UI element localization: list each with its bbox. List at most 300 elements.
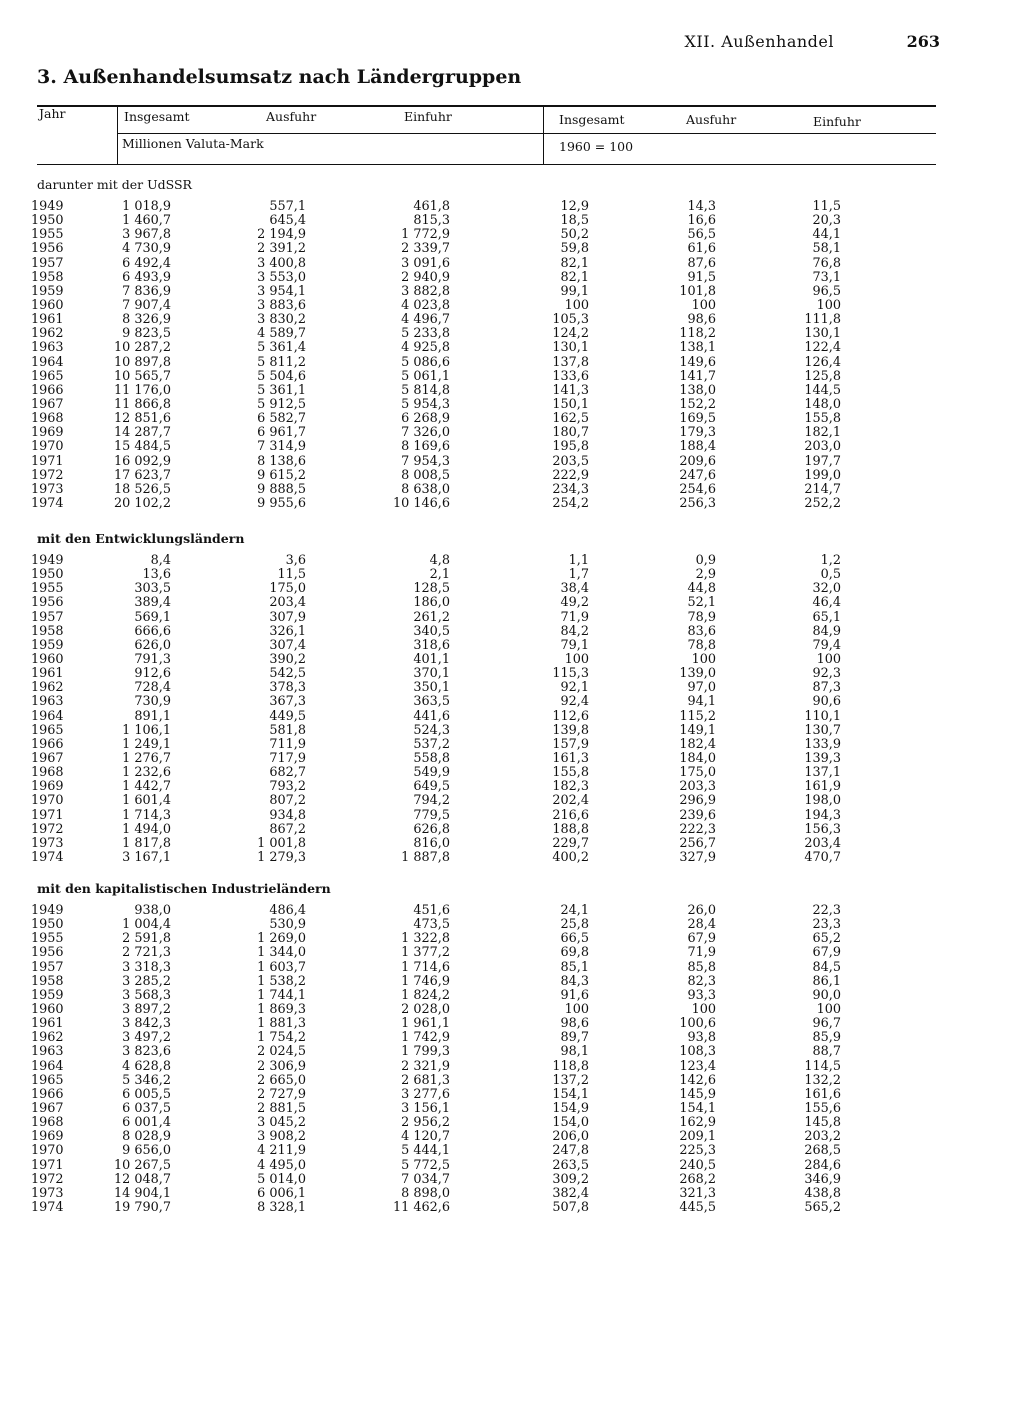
index-export-cell: 182,4 bbox=[679, 736, 716, 752]
total-cell: 3 842,3 bbox=[122, 1016, 171, 1032]
top-rule bbox=[37, 105, 936, 107]
import-cell: 2,1 bbox=[429, 567, 450, 583]
index-total-cell: 92,1 bbox=[560, 680, 589, 696]
index-import-cell: 11,5 bbox=[812, 199, 841, 214]
table-row bbox=[0, 710, 1024, 724]
index-import-cell: 88,7 bbox=[812, 1044, 841, 1060]
page-number: 263 bbox=[906, 32, 940, 51]
year-cell: 1973 bbox=[31, 835, 64, 851]
table-row bbox=[0, 412, 1024, 426]
total-cell: 4 628,8 bbox=[122, 1058, 171, 1074]
index-total-cell: 182,3 bbox=[552, 779, 589, 795]
import-cell: 1 772,9 bbox=[401, 227, 450, 243]
total-cell: 3 167,1 bbox=[122, 849, 171, 865]
year-cell: 1973 bbox=[31, 481, 64, 497]
index-import-cell: 65,1 bbox=[812, 609, 841, 625]
year-cell: 1956 bbox=[31, 595, 64, 611]
export-cell: 1 869,3 bbox=[257, 1001, 306, 1017]
index-import-cell: 67,9 bbox=[812, 945, 841, 961]
index-total-cell: 154,1 bbox=[552, 1086, 589, 1102]
index-export-cell: 256,7 bbox=[679, 835, 716, 851]
index-total-cell: 161,3 bbox=[552, 750, 589, 766]
export-cell: 6 961,7 bbox=[257, 425, 306, 441]
index-import-cell: 252,2 bbox=[804, 495, 841, 511]
table-row bbox=[0, 1102, 1024, 1116]
year-cell: 1970 bbox=[31, 439, 64, 455]
import-cell: 2 339,7 bbox=[401, 241, 450, 257]
total-cell: 1 460,7 bbox=[122, 213, 171, 229]
table-row bbox=[0, 242, 1024, 256]
export-cell: 5 811,2 bbox=[257, 354, 306, 370]
total-cell: 15 484,5 bbox=[114, 439, 171, 455]
import-cell: 2 321,9 bbox=[401, 1058, 450, 1074]
export-cell: 2 024,5 bbox=[257, 1044, 306, 1060]
index-total-cell: 99,1 bbox=[560, 283, 589, 299]
year-cell: 1962 bbox=[31, 1030, 64, 1046]
year-cell: 1949 bbox=[31, 903, 64, 918]
index-export-cell: 44,8 bbox=[687, 581, 716, 597]
column-divider bbox=[117, 107, 118, 164]
index-export-cell: 100,6 bbox=[679, 1016, 716, 1032]
import-cell: 350,1 bbox=[413, 680, 450, 696]
index-import-cell: 194,3 bbox=[804, 807, 841, 823]
index-import-cell: 100 bbox=[816, 297, 841, 313]
year-cell: 1956 bbox=[31, 945, 64, 961]
index-import-cell: 86,1 bbox=[812, 973, 841, 989]
year-cell: 1957 bbox=[31, 959, 64, 975]
export-cell: 5 912,5 bbox=[257, 396, 306, 412]
total-cell: 14 904,1 bbox=[114, 1185, 171, 1201]
export-cell: 8 138,6 bbox=[257, 453, 306, 469]
table-row bbox=[0, 1088, 1024, 1102]
index-export-cell: 141,7 bbox=[679, 368, 716, 384]
table-row bbox=[0, 639, 1024, 653]
index-total-cell: 118,8 bbox=[552, 1058, 589, 1074]
col-header-import: Einfuhr bbox=[404, 109, 452, 124]
year-cell: 1965 bbox=[31, 1072, 64, 1088]
total-cell: 13,6 bbox=[142, 567, 171, 583]
index-total-cell: 89,7 bbox=[560, 1030, 589, 1046]
export-cell: 3 883,6 bbox=[257, 297, 306, 313]
index-export-cell: 139,0 bbox=[679, 666, 716, 682]
table-row bbox=[0, 1187, 1024, 1201]
total-cell: 1 494,0 bbox=[122, 821, 171, 837]
export-cell: 449,5 bbox=[269, 708, 306, 724]
table-title: 3. Außenhandelsumsatz nach Ländergruppen bbox=[37, 66, 522, 88]
export-cell: 8 328,1 bbox=[257, 1199, 306, 1215]
index-total-cell: 85,1 bbox=[560, 959, 589, 975]
index-export-cell: 94,1 bbox=[687, 694, 716, 710]
year-cell: 1958 bbox=[31, 623, 64, 639]
year-cell: 1962 bbox=[31, 680, 64, 696]
index-import-cell: 76,8 bbox=[812, 255, 841, 271]
index-total-cell: 154,0 bbox=[552, 1115, 589, 1131]
import-cell: 4,8 bbox=[429, 553, 450, 568]
index-total-cell: 162,5 bbox=[552, 411, 589, 427]
export-cell: 5 504,6 bbox=[257, 368, 306, 384]
index-total-cell: 155,8 bbox=[552, 765, 589, 781]
table-row bbox=[0, 1201, 1024, 1215]
index-total-cell: 133,6 bbox=[552, 368, 589, 384]
running-head bbox=[0, 32, 1024, 56]
import-cell: 3 091,6 bbox=[401, 255, 450, 271]
table-row bbox=[0, 384, 1024, 398]
year-cell: 1971 bbox=[31, 1157, 64, 1173]
index-export-cell: 56,5 bbox=[687, 227, 716, 243]
import-cell: 261,2 bbox=[413, 609, 450, 625]
index-total-cell: 59,8 bbox=[560, 241, 589, 257]
index-export-cell: 97,0 bbox=[687, 680, 716, 696]
index-total-cell: 154,9 bbox=[552, 1100, 589, 1116]
index-export-cell: 115,2 bbox=[679, 708, 716, 724]
index-total-cell: 18,5 bbox=[560, 213, 589, 229]
index-total-cell: 115,3 bbox=[552, 666, 589, 682]
table-row bbox=[0, 1116, 1024, 1130]
export-cell: 1 279,3 bbox=[257, 849, 306, 865]
table-row bbox=[0, 455, 1024, 469]
export-cell: 717,9 bbox=[269, 750, 306, 766]
year-cell: 1960 bbox=[31, 651, 64, 667]
export-cell: 542,5 bbox=[269, 666, 306, 682]
index-export-cell: 100 bbox=[691, 297, 716, 313]
index-export-cell: 67,9 bbox=[687, 931, 716, 947]
export-cell: 867,2 bbox=[269, 821, 306, 837]
index-export-cell: 83,6 bbox=[687, 623, 716, 639]
year-cell: 1963 bbox=[31, 1044, 64, 1060]
index-import-cell: 203,0 bbox=[804, 439, 841, 455]
import-cell: 1 746,9 bbox=[401, 973, 450, 989]
import-cell: 461,8 bbox=[413, 199, 450, 214]
index-export-cell: 296,9 bbox=[679, 793, 716, 809]
total-cell: 569,1 bbox=[134, 609, 171, 625]
index-divider bbox=[543, 107, 544, 164]
year-cell: 1963 bbox=[31, 340, 64, 356]
export-cell: 2 665,0 bbox=[257, 1072, 306, 1088]
total-cell: 303,5 bbox=[134, 581, 171, 597]
index-total-cell: 100 bbox=[564, 1001, 589, 1017]
export-cell: 6 582,7 bbox=[257, 411, 306, 427]
total-cell: 1 276,7 bbox=[122, 750, 171, 766]
index-import-cell: 161,6 bbox=[804, 1086, 841, 1102]
year-cell: 1957 bbox=[31, 255, 64, 271]
table-row bbox=[0, 568, 1024, 582]
total-cell: 5 346,2 bbox=[122, 1072, 171, 1088]
index-import-cell: 44,1 bbox=[812, 227, 841, 243]
export-cell: 175,0 bbox=[269, 581, 306, 597]
total-cell: 3 285,2 bbox=[122, 973, 171, 989]
year-cell: 1974 bbox=[31, 849, 64, 865]
index-export-cell: 138,0 bbox=[679, 382, 716, 398]
index-total-cell: 206,0 bbox=[552, 1129, 589, 1145]
import-cell: 1 714,6 bbox=[401, 959, 450, 975]
total-cell: 730,9 bbox=[134, 694, 171, 710]
table-row bbox=[0, 426, 1024, 440]
table-row bbox=[0, 809, 1024, 823]
index-import-cell: 139,3 bbox=[804, 750, 841, 766]
table-row bbox=[0, 1173, 1024, 1187]
index-import-cell: 110,1 bbox=[804, 708, 841, 724]
index-export-cell: 123,4 bbox=[679, 1058, 716, 1074]
index-total-cell: 1,7 bbox=[568, 567, 589, 583]
import-cell: 626,8 bbox=[413, 821, 450, 837]
index-export-cell: 100 bbox=[691, 1001, 716, 1017]
import-cell: 4 023,8 bbox=[401, 297, 450, 313]
table-row bbox=[0, 200, 1024, 214]
total-cell: 2 591,8 bbox=[122, 931, 171, 947]
export-cell: 2 391,2 bbox=[257, 241, 306, 257]
index-total-cell: 195,8 bbox=[552, 439, 589, 455]
import-cell: 4 496,7 bbox=[401, 312, 450, 328]
total-cell: 3 497,2 bbox=[122, 1030, 171, 1046]
import-cell: 10 146,6 bbox=[393, 495, 450, 511]
import-cell: 7 954,3 bbox=[401, 453, 450, 469]
export-cell: 934,8 bbox=[269, 807, 306, 823]
year-cell: 1961 bbox=[31, 1016, 64, 1032]
col-header-year: Jahr bbox=[39, 106, 66, 121]
total-cell: 938,0 bbox=[134, 903, 171, 918]
year-cell: 1974 bbox=[31, 495, 64, 511]
export-cell: 1 269,0 bbox=[257, 931, 306, 947]
index-export-cell: 145,9 bbox=[679, 1086, 716, 1102]
section-rows-developing bbox=[0, 554, 1024, 865]
export-cell: 3 830,2 bbox=[257, 312, 306, 328]
index-export-cell: 85,8 bbox=[687, 959, 716, 975]
import-cell: 441,6 bbox=[413, 708, 450, 724]
index-total-cell: 100 bbox=[564, 651, 589, 667]
year-cell: 1958 bbox=[31, 269, 64, 285]
table-row bbox=[0, 1159, 1024, 1173]
index-export-cell: 209,1 bbox=[679, 1129, 716, 1145]
total-cell: 10 565,7 bbox=[114, 368, 171, 384]
table-row bbox=[0, 1031, 1024, 1045]
index-total-cell: 216,6 bbox=[552, 807, 589, 823]
index-total-cell: 141,3 bbox=[552, 382, 589, 398]
year-cell: 1961 bbox=[31, 666, 64, 682]
index-import-cell: 23,3 bbox=[812, 917, 841, 933]
table-row bbox=[0, 497, 1024, 511]
index-total-cell: 222,9 bbox=[552, 467, 589, 483]
export-cell: 486,4 bbox=[269, 903, 306, 918]
import-cell: 340,5 bbox=[413, 623, 450, 639]
export-cell: 307,4 bbox=[269, 637, 306, 653]
year-cell: 1970 bbox=[31, 1143, 64, 1159]
index-export-cell: 179,3 bbox=[679, 425, 716, 441]
index-import-cell: 96,7 bbox=[812, 1016, 841, 1032]
export-cell: 378,3 bbox=[269, 680, 306, 696]
year-cell: 1949 bbox=[31, 553, 64, 568]
year-cell: 1950 bbox=[31, 917, 64, 933]
import-cell: 549,9 bbox=[413, 765, 450, 781]
col-header-index-total: Insgesamt bbox=[559, 112, 625, 127]
export-cell: 1 538,2 bbox=[257, 973, 306, 989]
index-import-cell: 85,9 bbox=[812, 1030, 841, 1046]
table-row bbox=[0, 356, 1024, 370]
total-cell: 7 836,9 bbox=[122, 283, 171, 299]
total-cell: 10 287,2 bbox=[114, 340, 171, 356]
table-row bbox=[0, 738, 1024, 752]
index-export-cell: 225,3 bbox=[679, 1143, 716, 1159]
export-cell: 4 495,0 bbox=[257, 1157, 306, 1173]
total-cell: 8 326,9 bbox=[122, 312, 171, 328]
index-export-cell: 154,1 bbox=[679, 1100, 716, 1116]
total-cell: 1 232,6 bbox=[122, 765, 171, 781]
table-row bbox=[0, 1144, 1024, 1158]
export-cell: 203,4 bbox=[269, 595, 306, 611]
table-row bbox=[0, 469, 1024, 483]
index-total-cell: 112,6 bbox=[552, 708, 589, 724]
total-cell: 20 102,2 bbox=[114, 495, 171, 511]
table-row bbox=[0, 257, 1024, 271]
index-total-cell: 82,1 bbox=[560, 269, 589, 285]
index-total-cell: 49,2 bbox=[560, 595, 589, 611]
import-cell: 2 028,0 bbox=[401, 1001, 450, 1017]
total-cell: 3 318,3 bbox=[122, 959, 171, 975]
year-cell: 1966 bbox=[31, 736, 64, 752]
index-import-cell: 73,1 bbox=[812, 269, 841, 285]
import-cell: 318,6 bbox=[413, 637, 450, 653]
table-row bbox=[0, 653, 1024, 667]
total-cell: 1 601,4 bbox=[122, 793, 171, 809]
table-row bbox=[0, 989, 1024, 1003]
total-cell: 1 004,4 bbox=[122, 917, 171, 933]
year-cell: 1967 bbox=[31, 1100, 64, 1116]
table-row bbox=[0, 285, 1024, 299]
table-row bbox=[0, 823, 1024, 837]
table-row bbox=[0, 1003, 1024, 1017]
year-cell: 1955 bbox=[31, 931, 64, 947]
index-export-cell: 100 bbox=[691, 651, 716, 667]
section-label-capitalist: mit den kapitalistischen Industrieländern bbox=[37, 881, 331, 896]
export-cell: 307,9 bbox=[269, 609, 306, 625]
index-export-cell: 254,6 bbox=[679, 481, 716, 497]
index-import-cell: 125,8 bbox=[804, 368, 841, 384]
table-row bbox=[0, 341, 1024, 355]
table-row bbox=[0, 582, 1024, 596]
index-import-cell: 198,0 bbox=[804, 793, 841, 809]
index-import-cell: 58,1 bbox=[812, 241, 841, 257]
index-export-cell: 321,3 bbox=[679, 1185, 716, 1201]
year-cell: 1965 bbox=[31, 368, 64, 384]
import-cell: 2 940,9 bbox=[401, 269, 450, 285]
index-total-cell: 79,1 bbox=[560, 637, 589, 653]
table-row bbox=[0, 483, 1024, 497]
import-cell: 794,2 bbox=[413, 793, 450, 809]
index-import-cell: 0,5 bbox=[820, 567, 841, 583]
index-total-cell: 105,3 bbox=[552, 312, 589, 328]
index-export-cell: 162,9 bbox=[679, 1115, 716, 1131]
table-row bbox=[0, 596, 1024, 610]
year-cell: 1968 bbox=[31, 411, 64, 427]
total-cell: 728,4 bbox=[134, 680, 171, 696]
index-export-cell: 78,8 bbox=[687, 637, 716, 653]
chapter-title: XII. Außenhandel bbox=[684, 32, 834, 51]
import-cell: 6 268,9 bbox=[401, 411, 450, 427]
index-import-cell: 155,6 bbox=[804, 1100, 841, 1116]
index-import-cell: 565,2 bbox=[804, 1199, 841, 1215]
index-import-cell: 438,8 bbox=[804, 1185, 841, 1201]
import-cell: 779,5 bbox=[413, 807, 450, 823]
total-cell: 389,4 bbox=[134, 595, 171, 611]
total-cell: 10 267,5 bbox=[114, 1157, 171, 1173]
year-cell: 1971 bbox=[31, 807, 64, 823]
index-import-cell: 284,6 bbox=[804, 1157, 841, 1173]
index-import-cell: 65,2 bbox=[812, 931, 841, 947]
table-row bbox=[0, 440, 1024, 454]
index-import-cell: 20,3 bbox=[812, 213, 841, 229]
year-cell: 1973 bbox=[31, 1185, 64, 1201]
export-cell: 682,7 bbox=[269, 765, 306, 781]
index-import-cell: 203,2 bbox=[804, 1129, 841, 1145]
year-cell: 1969 bbox=[31, 779, 64, 795]
year-cell: 1968 bbox=[31, 765, 64, 781]
index-import-cell: 32,0 bbox=[812, 581, 841, 597]
index-import-cell: 145,8 bbox=[804, 1115, 841, 1131]
table-row bbox=[0, 946, 1024, 960]
export-cell: 9 615,2 bbox=[257, 467, 306, 483]
import-cell: 537,2 bbox=[413, 736, 450, 752]
import-cell: 2 956,2 bbox=[401, 1115, 450, 1131]
index-export-cell: 98,6 bbox=[687, 312, 716, 328]
table-row bbox=[0, 398, 1024, 412]
total-cell: 1 249,1 bbox=[122, 736, 171, 752]
year-cell: 1961 bbox=[31, 312, 64, 328]
year-cell: 1950 bbox=[31, 213, 64, 229]
index-export-cell: 91,5 bbox=[687, 269, 716, 285]
index-total-cell: 139,8 bbox=[552, 722, 589, 738]
total-cell: 1 018,9 bbox=[122, 199, 171, 214]
total-cell: 17 623,7 bbox=[114, 467, 171, 483]
index-import-cell: 79,4 bbox=[812, 637, 841, 653]
export-cell: 793,2 bbox=[269, 779, 306, 795]
export-cell: 1 001,8 bbox=[257, 835, 306, 851]
index-export-cell: 93,8 bbox=[687, 1030, 716, 1046]
import-cell: 5 233,8 bbox=[401, 326, 450, 342]
import-cell: 4 120,7 bbox=[401, 1129, 450, 1145]
total-cell: 8 028,9 bbox=[122, 1129, 171, 1145]
section-label-developing: mit den Entwicklungsländern bbox=[37, 531, 245, 546]
index-total-cell: 100 bbox=[564, 297, 589, 313]
total-cell: 1 442,7 bbox=[122, 779, 171, 795]
index-import-cell: 268,5 bbox=[804, 1143, 841, 1159]
year-cell: 1969 bbox=[31, 425, 64, 441]
export-cell: 367,3 bbox=[269, 694, 306, 710]
table-row bbox=[0, 554, 1024, 568]
total-cell: 2 721,3 bbox=[122, 945, 171, 961]
total-cell: 791,3 bbox=[134, 651, 171, 667]
total-cell: 10 897,8 bbox=[114, 354, 171, 370]
table-row bbox=[0, 724, 1024, 738]
year-cell: 1955 bbox=[31, 227, 64, 243]
total-cell: 1 817,8 bbox=[122, 835, 171, 851]
table-row bbox=[0, 667, 1024, 681]
table-row bbox=[0, 681, 1024, 695]
year-cell: 1968 bbox=[31, 1115, 64, 1131]
year-cell: 1974 bbox=[31, 1199, 64, 1215]
total-cell: 16 092,9 bbox=[114, 453, 171, 469]
export-cell: 2 881,5 bbox=[257, 1100, 306, 1116]
index-import-cell: 122,4 bbox=[804, 340, 841, 356]
index-export-cell: 239,6 bbox=[679, 807, 716, 823]
index-export-cell: 52,1 bbox=[687, 595, 716, 611]
export-cell: 5 014,0 bbox=[257, 1171, 306, 1187]
index-export-cell: 203,3 bbox=[679, 779, 716, 795]
import-cell: 3 277,6 bbox=[401, 1086, 450, 1102]
export-cell: 5 361,1 bbox=[257, 382, 306, 398]
index-total-cell: 507,8 bbox=[552, 1199, 589, 1215]
total-cell: 3 967,8 bbox=[122, 227, 171, 243]
total-cell: 3 568,3 bbox=[122, 987, 171, 1003]
import-cell: 128,5 bbox=[413, 581, 450, 597]
